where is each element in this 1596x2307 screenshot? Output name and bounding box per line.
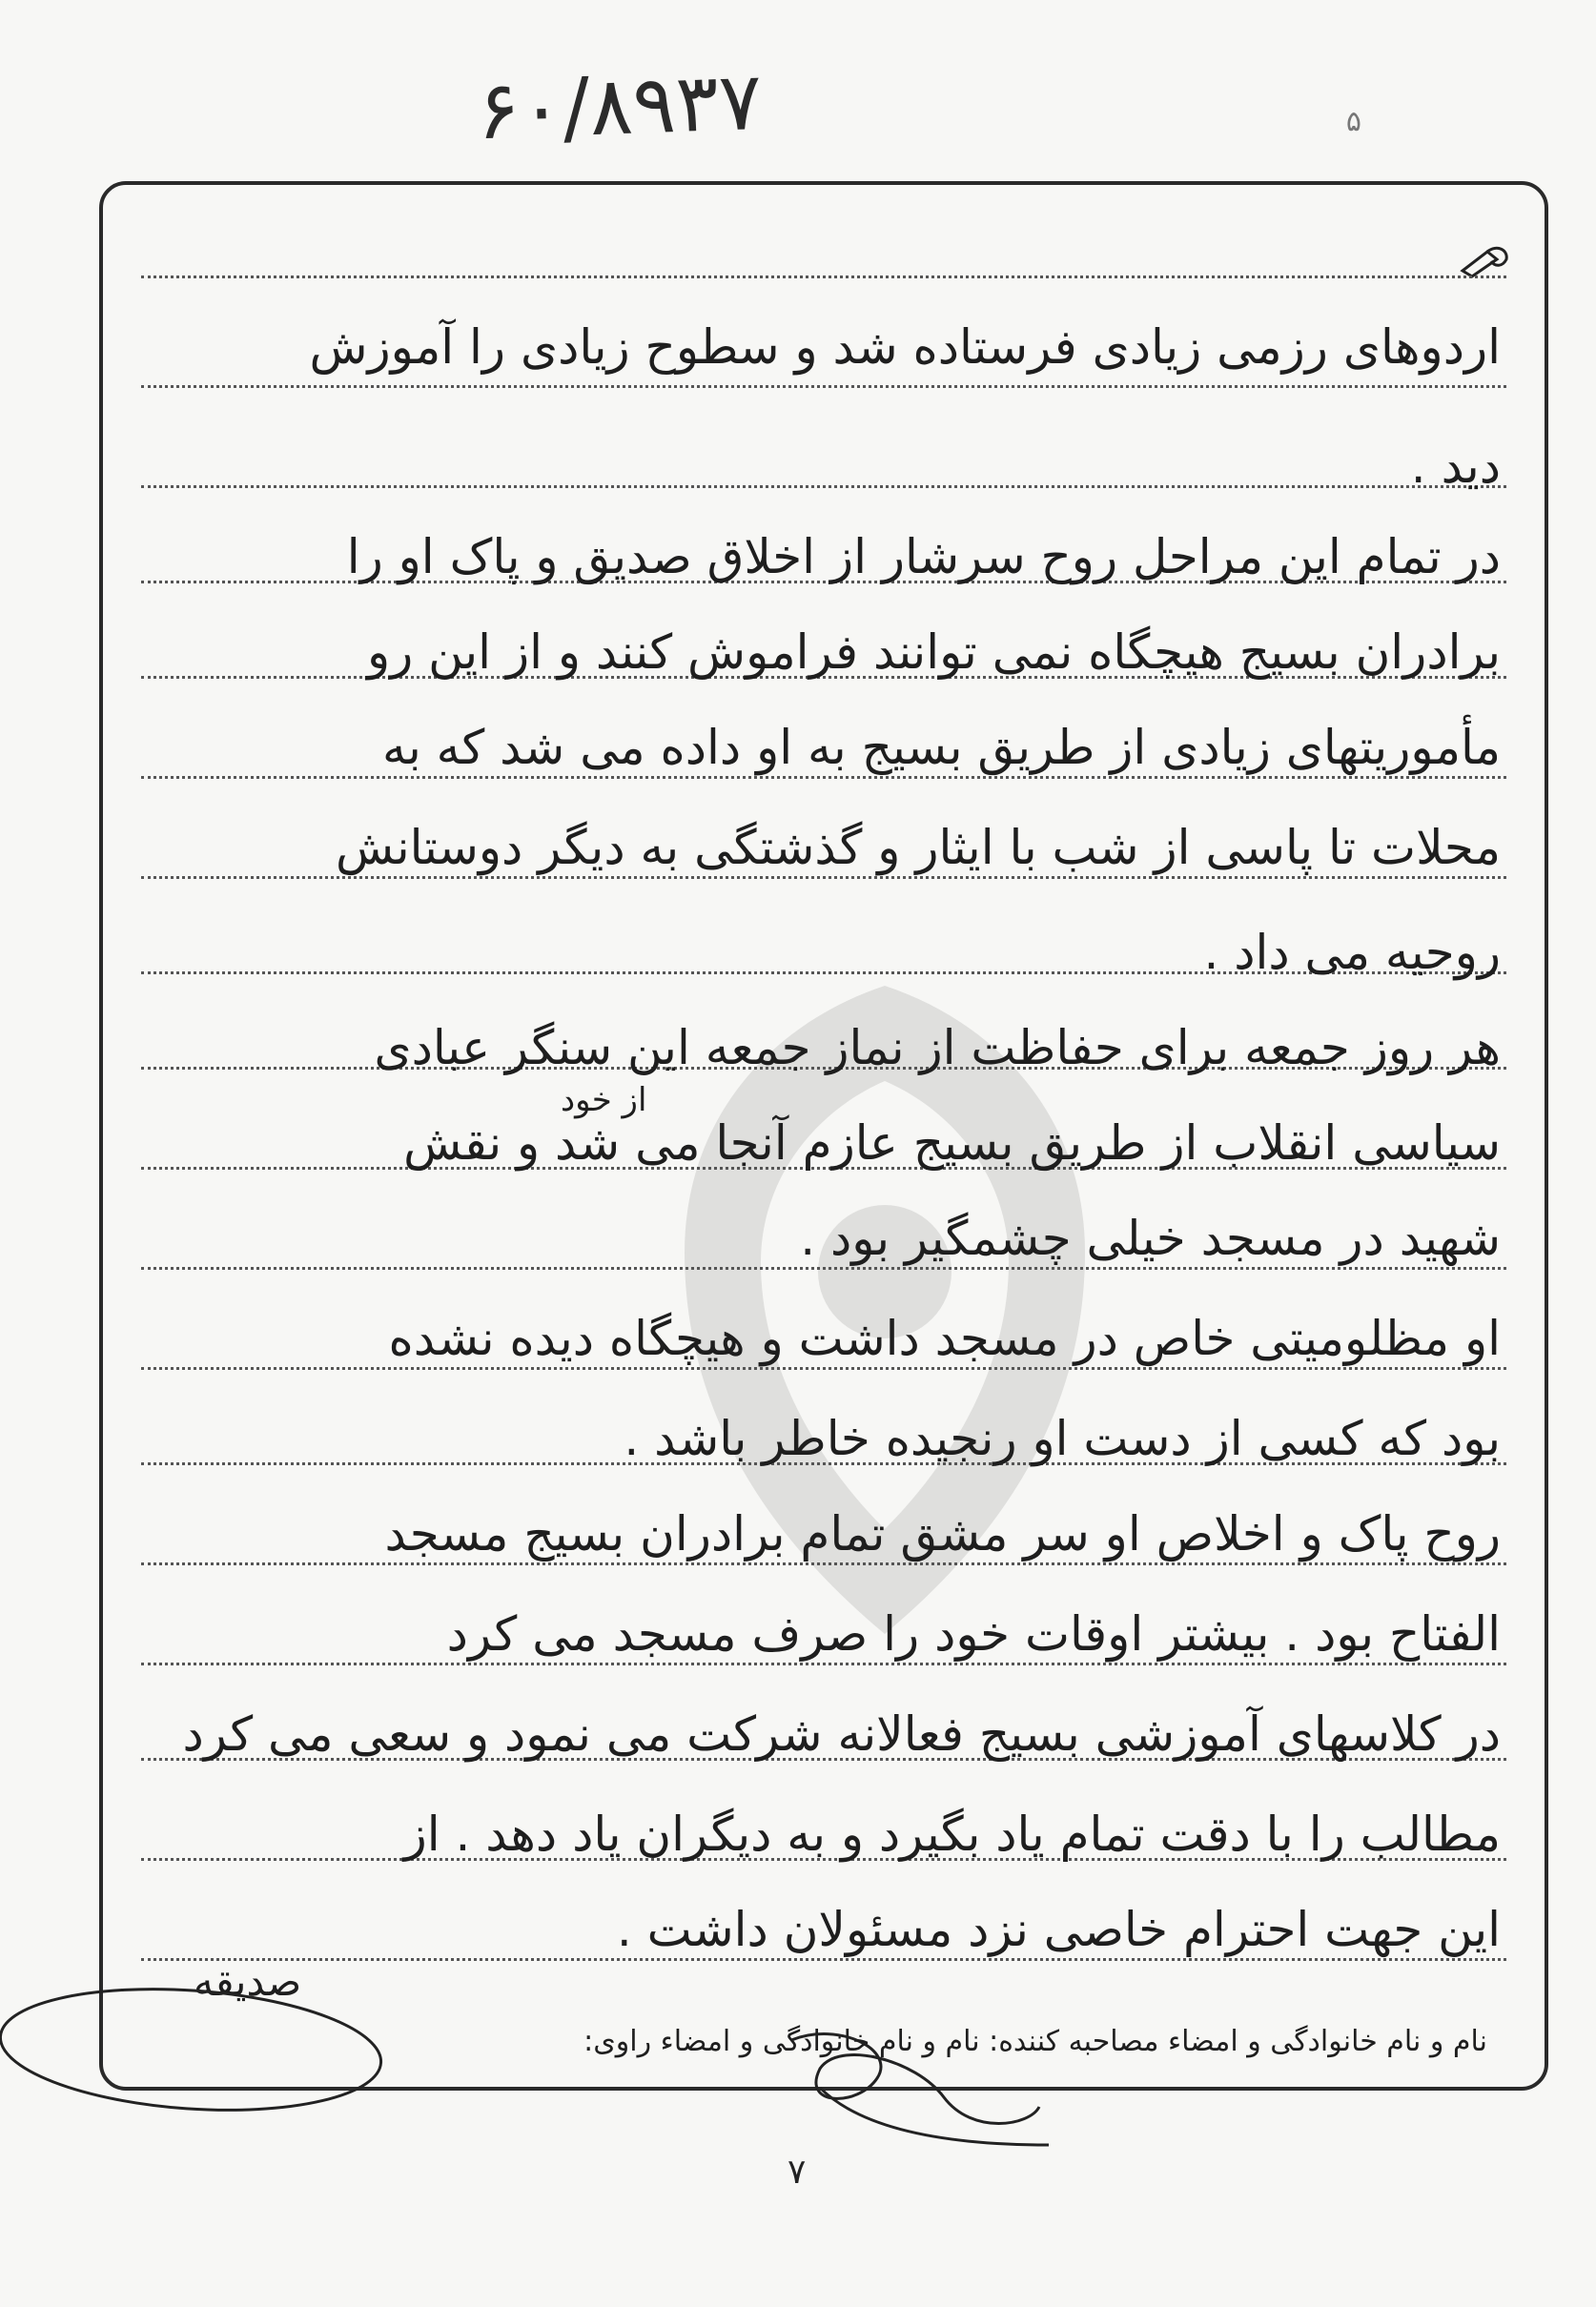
text-line: محلات تا پاسی از شب با ایثار و گذشتگی به دیگر دوستانش bbox=[336, 820, 1501, 875]
narrator-signature: صدیقه bbox=[194, 1958, 302, 2005]
text-line: اردوهای رزمی زیادی فرستاده شد و سطوح زیادی را آموزش bbox=[309, 319, 1501, 375]
ruled-line bbox=[141, 385, 1506, 388]
text-line: این جهت احترام خاصی نزد مسئولان داشت . bbox=[616, 1902, 1501, 1957]
ruled-line bbox=[141, 1267, 1506, 1270]
text-line: مطالب را با دقت تمام یاد بگیرد و به دیگران یاد دهد . از bbox=[403, 1807, 1501, 1862]
ruled-line bbox=[141, 1958, 1506, 1961]
signature-fields-label: نام و نام خانوادگی و امضاء مصاحبه کننده: نام و نام خانوادگی و امضاء راوی: bbox=[583, 2025, 1487, 2058]
ruled-line bbox=[141, 876, 1506, 879]
ruled-line bbox=[141, 1663, 1506, 1665]
corner-mark: ۵ bbox=[1345, 105, 1361, 138]
text-line: شهید در مسجد خیلی چشمگیر بود . bbox=[800, 1211, 1501, 1266]
text-line: الفتاح بود . بیشتر اوقات خود را صرف مسجد می کرد bbox=[446, 1606, 1501, 1662]
text-line: دید . bbox=[1410, 439, 1501, 494]
text-line: روحیه می داد . bbox=[1203, 925, 1501, 980]
page-frame bbox=[99, 181, 1548, 2091]
page-number: ۷ bbox=[788, 2153, 807, 2192]
text-line: برادران بسیج هیچگاه نمی توانند فراموش کنند و از این رو bbox=[367, 624, 1501, 680]
text-line: در تمام این مراحل روح سرشار از اخلاق صدیق و پاک او را bbox=[346, 529, 1501, 584]
text-line: روح پاک و اخلاص او سر مشق تمام برادران بسیج مسجد bbox=[384, 1506, 1501, 1562]
text-line: هر روز جمعه برای حفاظت از نماز جمعه این سنگر عبادی bbox=[374, 1020, 1501, 1075]
text-line: سیاسی انقلاب از طریق بسیج عازم آنجا می شد و نقش bbox=[403, 1115, 1501, 1171]
text-line: مأموریتهای زیادی از طریق بسیج به او داده می شد که به bbox=[382, 720, 1501, 775]
inserted-word: از خود bbox=[561, 1081, 647, 1119]
text-line: او مظلومیتی خاص در مسجد داشت و هیچگاه دیده نشده bbox=[388, 1311, 1501, 1366]
pen-icon bbox=[1459, 242, 1512, 280]
document-number: ۶۰/۸۹۳۷ bbox=[475, 53, 764, 158]
ruled-line bbox=[141, 276, 1506, 278]
ruled-line bbox=[141, 1562, 1506, 1565]
text-line: بود که کسی از دست او رنجیده خاطر باشد . bbox=[624, 1411, 1501, 1466]
text-line: در کلاسهای آموزشی بسیج فعالانه شرکت می نمود و سعی می کرد bbox=[182, 1706, 1501, 1762]
ruled-line bbox=[141, 776, 1506, 779]
ruled-line bbox=[141, 1367, 1506, 1370]
